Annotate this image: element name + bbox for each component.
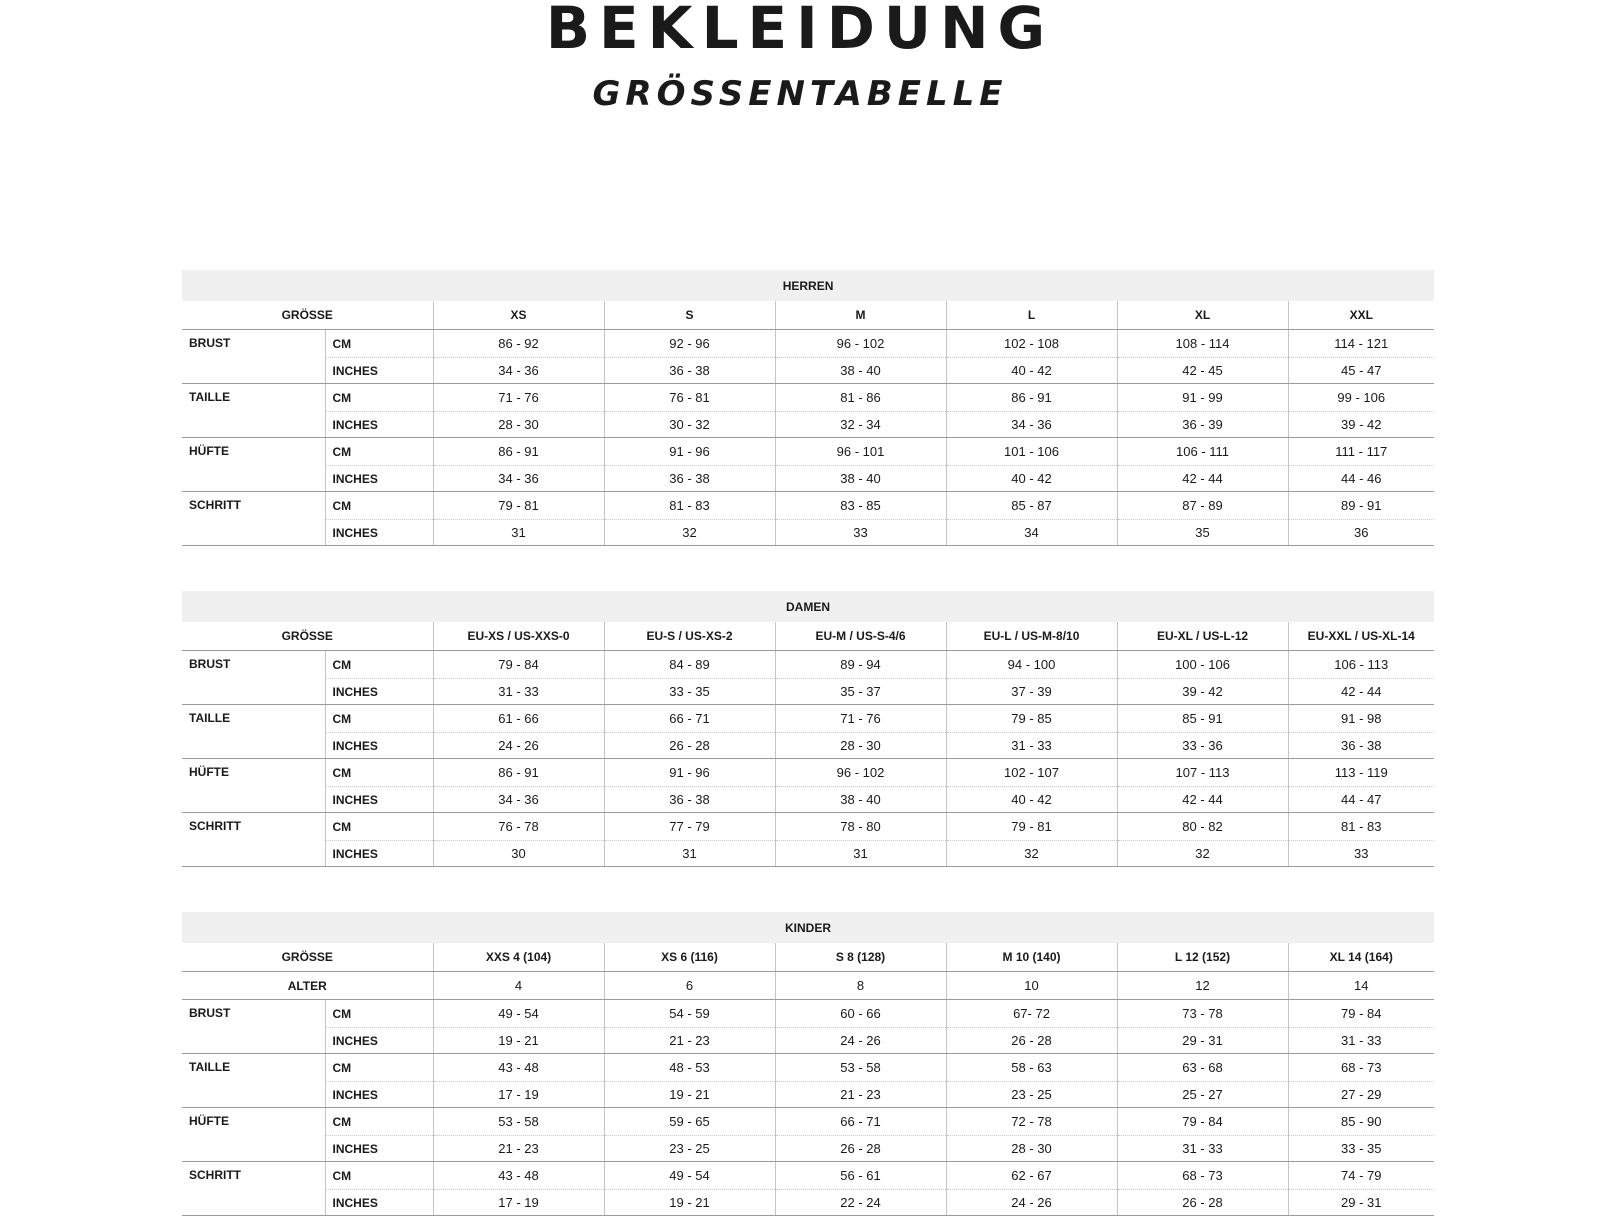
- value-cell: 89 - 91: [1288, 492, 1434, 520]
- age-cell: 4: [433, 972, 604, 1000]
- unit-label-cm: CM: [325, 813, 433, 841]
- section-header-row: [182, 912, 1434, 943]
- value-cell: 39 - 42: [1117, 679, 1288, 705]
- value-cell: 19 - 21: [604, 1190, 775, 1216]
- measurement-row-inches: [182, 841, 1434, 867]
- value-cell: 91 - 99: [1117, 384, 1288, 412]
- size-table-herren: [182, 270, 1434, 546]
- value-cell: 32: [604, 520, 775, 546]
- value-cell: 48 - 53: [604, 1054, 775, 1082]
- value-cell: 86 - 91: [433, 759, 604, 787]
- measurement-label: TAILLE: [182, 705, 325, 759]
- size-table-damen: [182, 591, 1434, 867]
- value-cell: 56 - 61: [775, 1162, 946, 1190]
- value-cell: 72 - 78: [946, 1108, 1117, 1136]
- value-cell: 26 - 28: [1117, 1190, 1288, 1216]
- value-cell: 94 - 100: [946, 651, 1117, 679]
- value-cell: 71 - 76: [775, 705, 946, 733]
- value-cell: 25 - 27: [1117, 1082, 1288, 1108]
- measurement-row-cm: [182, 1162, 1434, 1190]
- measurement-row-cm: [182, 438, 1434, 466]
- measurement-label: SCHRITT: [182, 813, 325, 867]
- size-column-header: XL 14 (164): [1288, 943, 1434, 972]
- value-cell: 34 - 36: [433, 358, 604, 384]
- value-cell: 68 - 73: [1288, 1054, 1434, 1082]
- value-cell: 79 - 84: [1117, 1108, 1288, 1136]
- value-cell: 29 - 31: [1288, 1190, 1434, 1216]
- value-cell: 29 - 31: [1117, 1028, 1288, 1054]
- value-cell: 31: [604, 841, 775, 867]
- value-cell: 31 - 33: [946, 733, 1117, 759]
- value-cell: 36 - 38: [604, 787, 775, 813]
- measurement-row-inches: [182, 787, 1434, 813]
- size-header-row: [182, 943, 1434, 972]
- unit-label-inches: INCHES: [325, 412, 433, 438]
- size-column-header: EU-XL / US-L-12: [1117, 622, 1288, 651]
- value-cell: 32: [1117, 841, 1288, 867]
- value-cell: 80 - 82: [1117, 813, 1288, 841]
- value-cell: 113 - 119: [1288, 759, 1434, 787]
- value-cell: 17 - 19: [433, 1082, 604, 1108]
- value-cell: 34: [946, 520, 1117, 546]
- measurement-label: HÜFTE: [182, 1108, 325, 1162]
- size-column-header: S: [604, 301, 775, 330]
- value-cell: 38 - 40: [775, 787, 946, 813]
- value-cell: 17 - 19: [433, 1190, 604, 1216]
- value-cell: 33: [1288, 841, 1434, 867]
- value-cell: 63 - 68: [1117, 1054, 1288, 1082]
- unit-label-inches: INCHES: [325, 520, 433, 546]
- size-column-header: XXS 4 (104): [433, 943, 604, 972]
- unit-label-cm: CM: [325, 1108, 433, 1136]
- value-cell: 21 - 23: [433, 1136, 604, 1162]
- value-cell: 99 - 106: [1288, 384, 1434, 412]
- unit-label-inches: INCHES: [325, 1136, 433, 1162]
- value-cell: 67- 72: [946, 1000, 1117, 1028]
- value-cell: 36 - 38: [1288, 733, 1434, 759]
- value-cell: 87 - 89: [1117, 492, 1288, 520]
- value-cell: 31: [433, 520, 604, 546]
- value-cell: 100 - 106: [1117, 651, 1288, 679]
- unit-label-inches: INCHES: [325, 1082, 433, 1108]
- unit-label-inches: INCHES: [325, 679, 433, 705]
- value-cell: 30 - 32: [604, 412, 775, 438]
- age-cell: 12: [1117, 972, 1288, 1000]
- size-label: GRÖSSE: [182, 301, 433, 330]
- value-cell: 76 - 78: [433, 813, 604, 841]
- value-cell: 53 - 58: [433, 1108, 604, 1136]
- unit-label-inches: INCHES: [325, 841, 433, 867]
- value-cell: 81 - 83: [1288, 813, 1434, 841]
- value-cell: 106 - 111: [1117, 438, 1288, 466]
- value-cell: 28 - 30: [775, 733, 946, 759]
- measurement-label: BRUST: [182, 330, 325, 384]
- unit-label-cm: CM: [325, 384, 433, 412]
- measurement-row-inches: [182, 679, 1434, 705]
- value-cell: 96 - 101: [775, 438, 946, 466]
- size-column-header: XS: [433, 301, 604, 330]
- value-cell: 79 - 85: [946, 705, 1117, 733]
- measurement-row-cm: [182, 759, 1434, 787]
- measurement-row-inches: [182, 1082, 1434, 1108]
- value-cell: 30: [433, 841, 604, 867]
- unit-label-inches: INCHES: [325, 787, 433, 813]
- unit-label-cm: CM: [325, 1000, 433, 1028]
- value-cell: 61 - 66: [433, 705, 604, 733]
- unit-label-cm: CM: [325, 438, 433, 466]
- value-cell: 73 - 78: [1117, 1000, 1288, 1028]
- value-cell: 38 - 40: [775, 358, 946, 384]
- age-cell: 10: [946, 972, 1117, 1000]
- value-cell: 33 - 35: [1288, 1136, 1434, 1162]
- value-cell: 42 - 44: [1288, 679, 1434, 705]
- value-cell: 31 - 33: [1288, 1028, 1434, 1054]
- value-cell: 23 - 25: [604, 1136, 775, 1162]
- page-subtitle: GRÖSSENTABELLE: [592, 74, 1008, 114]
- value-cell: 102 - 108: [946, 330, 1117, 358]
- value-cell: 85 - 91: [1117, 705, 1288, 733]
- unit-label-cm: CM: [325, 759, 433, 787]
- value-cell: 84 - 89: [604, 651, 775, 679]
- value-cell: 107 - 113: [1117, 759, 1288, 787]
- size-table-kinder: [182, 912, 1434, 1216]
- value-cell: 36 - 39: [1117, 412, 1288, 438]
- age-cell: 14: [1288, 972, 1434, 1000]
- size-column-header: EU-S / US-XS-2: [604, 622, 775, 651]
- section-header-row: [182, 270, 1434, 301]
- age-label: ALTER: [182, 972, 433, 1000]
- value-cell: 81 - 83: [604, 492, 775, 520]
- measurement-label: HÜFTE: [182, 759, 325, 813]
- value-cell: 85 - 90: [1288, 1108, 1434, 1136]
- measurement-row-cm: [182, 1054, 1434, 1082]
- value-cell: 106 - 113: [1288, 651, 1434, 679]
- value-cell: 79 - 84: [1288, 1000, 1434, 1028]
- size-column-header: EU-L / US-M-8/10: [946, 622, 1117, 651]
- value-cell: 35: [1117, 520, 1288, 546]
- value-cell: 78 - 80: [775, 813, 946, 841]
- value-cell: 71 - 76: [433, 384, 604, 412]
- size-header-row: [182, 622, 1434, 651]
- value-cell: 34 - 36: [433, 466, 604, 492]
- value-cell: 96 - 102: [775, 330, 946, 358]
- measurement-row-cm: [182, 492, 1434, 520]
- unit-label-cm: CM: [325, 330, 433, 358]
- value-cell: 36 - 38: [604, 466, 775, 492]
- size-column-header: M: [775, 301, 946, 330]
- age-cell: 6: [604, 972, 775, 1000]
- measurement-label: TAILLE: [182, 384, 325, 438]
- measurement-label: BRUST: [182, 651, 325, 705]
- measurement-label: HÜFTE: [182, 438, 325, 492]
- value-cell: 24 - 26: [946, 1190, 1117, 1216]
- value-cell: 96 - 102: [775, 759, 946, 787]
- size-column-header: XXL: [1288, 301, 1434, 330]
- measurement-row-cm: [182, 1000, 1434, 1028]
- value-cell: 49 - 54: [433, 1000, 604, 1028]
- value-cell: 60 - 66: [775, 1000, 946, 1028]
- value-cell: 40 - 42: [946, 466, 1117, 492]
- value-cell: 23 - 25: [946, 1082, 1117, 1108]
- value-cell: 31: [775, 841, 946, 867]
- size-header-row: [182, 301, 1434, 330]
- value-cell: 54 - 59: [604, 1000, 775, 1028]
- measurement-row-cm: [182, 330, 1434, 358]
- page-title: BEKLEIDUNG: [545, 0, 1055, 62]
- value-cell: 66 - 71: [775, 1108, 946, 1136]
- measurement-label: TAILLE: [182, 1054, 325, 1108]
- size-column-header: EU-M / US-S-4/6: [775, 622, 946, 651]
- age-row: [182, 972, 1434, 1000]
- value-cell: 36: [1288, 520, 1434, 546]
- size-column-header: M 10 (140): [946, 943, 1117, 972]
- measurement-row-cm: [182, 705, 1434, 733]
- value-cell: 66 - 71: [604, 705, 775, 733]
- value-cell: 58 - 63: [946, 1054, 1117, 1082]
- value-cell: 86 - 91: [946, 384, 1117, 412]
- unit-label-inches: INCHES: [325, 733, 433, 759]
- measurement-row-inches: [182, 1190, 1434, 1216]
- value-cell: 45 - 47: [1288, 358, 1434, 384]
- value-cell: 34 - 36: [433, 787, 604, 813]
- value-cell: 74 - 79: [1288, 1162, 1434, 1190]
- value-cell: 27 - 29: [1288, 1082, 1434, 1108]
- value-cell: 102 - 107: [946, 759, 1117, 787]
- unit-label-cm: CM: [325, 1054, 433, 1082]
- unit-label-inches: INCHES: [325, 1028, 433, 1054]
- value-cell: 32 - 34: [775, 412, 946, 438]
- size-column-header: L 12 (152): [1117, 943, 1288, 972]
- value-cell: 79 - 81: [433, 492, 604, 520]
- measurement-row-inches: [182, 733, 1434, 759]
- section-header-row: [182, 591, 1434, 622]
- unit-label-inches: INCHES: [325, 466, 433, 492]
- value-cell: 40 - 42: [946, 787, 1117, 813]
- unit-label-inches: INCHES: [325, 1190, 433, 1216]
- measurement-row-cm: [182, 384, 1434, 412]
- value-cell: 21 - 23: [604, 1028, 775, 1054]
- value-cell: 26 - 28: [946, 1028, 1117, 1054]
- measurement-label: SCHRITT: [182, 492, 325, 546]
- value-cell: 91 - 96: [604, 759, 775, 787]
- size-column-header: L: [946, 301, 1117, 330]
- value-cell: 21 - 23: [775, 1082, 946, 1108]
- value-cell: 28 - 30: [946, 1136, 1117, 1162]
- value-cell: 33 - 35: [604, 679, 775, 705]
- value-cell: 19 - 21: [604, 1082, 775, 1108]
- value-cell: 83 - 85: [775, 492, 946, 520]
- measurement-row-inches: [182, 466, 1434, 492]
- value-cell: 44 - 47: [1288, 787, 1434, 813]
- value-cell: 42 - 45: [1117, 358, 1288, 384]
- section-title: HERREN: [182, 270, 1434, 301]
- value-cell: 76 - 81: [604, 384, 775, 412]
- value-cell: 85 - 87: [946, 492, 1117, 520]
- size-label: GRÖSSE: [182, 622, 433, 651]
- measurement-row-cm: [182, 651, 1434, 679]
- value-cell: 42 - 44: [1117, 787, 1288, 813]
- measurement-row-inches: [182, 520, 1434, 546]
- value-cell: 62 - 67: [946, 1162, 1117, 1190]
- value-cell: 38 - 40: [775, 466, 946, 492]
- value-cell: 40 - 42: [946, 358, 1117, 384]
- value-cell: 22 - 24: [775, 1190, 946, 1216]
- section-title: KINDER: [182, 912, 1434, 943]
- value-cell: 28 - 30: [433, 412, 604, 438]
- value-cell: 114 - 121: [1288, 330, 1434, 358]
- value-cell: 24 - 26: [433, 733, 604, 759]
- measurement-label: SCHRITT: [182, 1162, 325, 1216]
- value-cell: 35 - 37: [775, 679, 946, 705]
- measurement-row-cm: [182, 1108, 1434, 1136]
- unit-label-cm: CM: [325, 651, 433, 679]
- value-cell: 43 - 48: [433, 1162, 604, 1190]
- size-column-header: EU-XXL / US-XL-14: [1288, 622, 1434, 651]
- value-cell: 91 - 98: [1288, 705, 1434, 733]
- unit-label-cm: CM: [325, 1162, 433, 1190]
- value-cell: 44 - 46: [1288, 466, 1434, 492]
- value-cell: 31 - 33: [433, 679, 604, 705]
- value-cell: 92 - 96: [604, 330, 775, 358]
- unit-label-cm: CM: [325, 705, 433, 733]
- value-cell: 49 - 54: [604, 1162, 775, 1190]
- size-column-header: XS 6 (116): [604, 943, 775, 972]
- size-column-header: XL: [1117, 301, 1288, 330]
- value-cell: 68 - 73: [1117, 1162, 1288, 1190]
- value-cell: 101 - 106: [946, 438, 1117, 466]
- value-cell: 42 - 44: [1117, 466, 1288, 492]
- value-cell: 26 - 28: [604, 733, 775, 759]
- value-cell: 19 - 21: [433, 1028, 604, 1054]
- measurement-row-cm: [182, 813, 1434, 841]
- unit-label-inches: INCHES: [325, 358, 433, 384]
- value-cell: 108 - 114: [1117, 330, 1288, 358]
- measurement-label: BRUST: [182, 1000, 325, 1054]
- value-cell: 34 - 36: [946, 412, 1117, 438]
- value-cell: 39 - 42: [1288, 412, 1434, 438]
- value-cell: 79 - 81: [946, 813, 1117, 841]
- section-title: DAMEN: [182, 591, 1434, 622]
- unit-label-cm: CM: [325, 492, 433, 520]
- age-cell: 8: [775, 972, 946, 1000]
- value-cell: 89 - 94: [775, 651, 946, 679]
- value-cell: 59 - 65: [604, 1108, 775, 1136]
- value-cell: 37 - 39: [946, 679, 1117, 705]
- value-cell: 24 - 26: [775, 1028, 946, 1054]
- measurement-row-inches: [182, 1028, 1434, 1054]
- value-cell: 26 - 28: [775, 1136, 946, 1162]
- value-cell: 32: [946, 841, 1117, 867]
- size-column-header: EU-XS / US-XXS-0: [433, 622, 604, 651]
- value-cell: 91 - 96: [604, 438, 775, 466]
- value-cell: 111 - 117: [1288, 438, 1434, 466]
- value-cell: 79 - 84: [433, 651, 604, 679]
- value-cell: 43 - 48: [433, 1054, 604, 1082]
- value-cell: 33 - 36: [1117, 733, 1288, 759]
- measurement-row-inches: [182, 412, 1434, 438]
- value-cell: 86 - 92: [433, 330, 604, 358]
- measurement-row-inches: [182, 1136, 1434, 1162]
- value-cell: 53 - 58: [775, 1054, 946, 1082]
- value-cell: 33: [775, 520, 946, 546]
- value-cell: 77 - 79: [604, 813, 775, 841]
- value-cell: 81 - 86: [775, 384, 946, 412]
- value-cell: 31 - 33: [1117, 1136, 1288, 1162]
- size-column-header: S 8 (128): [775, 943, 946, 972]
- value-cell: 36 - 38: [604, 358, 775, 384]
- measurement-row-inches: [182, 358, 1434, 384]
- value-cell: 86 - 91: [433, 438, 604, 466]
- size-label: GRÖSSE: [182, 943, 433, 972]
